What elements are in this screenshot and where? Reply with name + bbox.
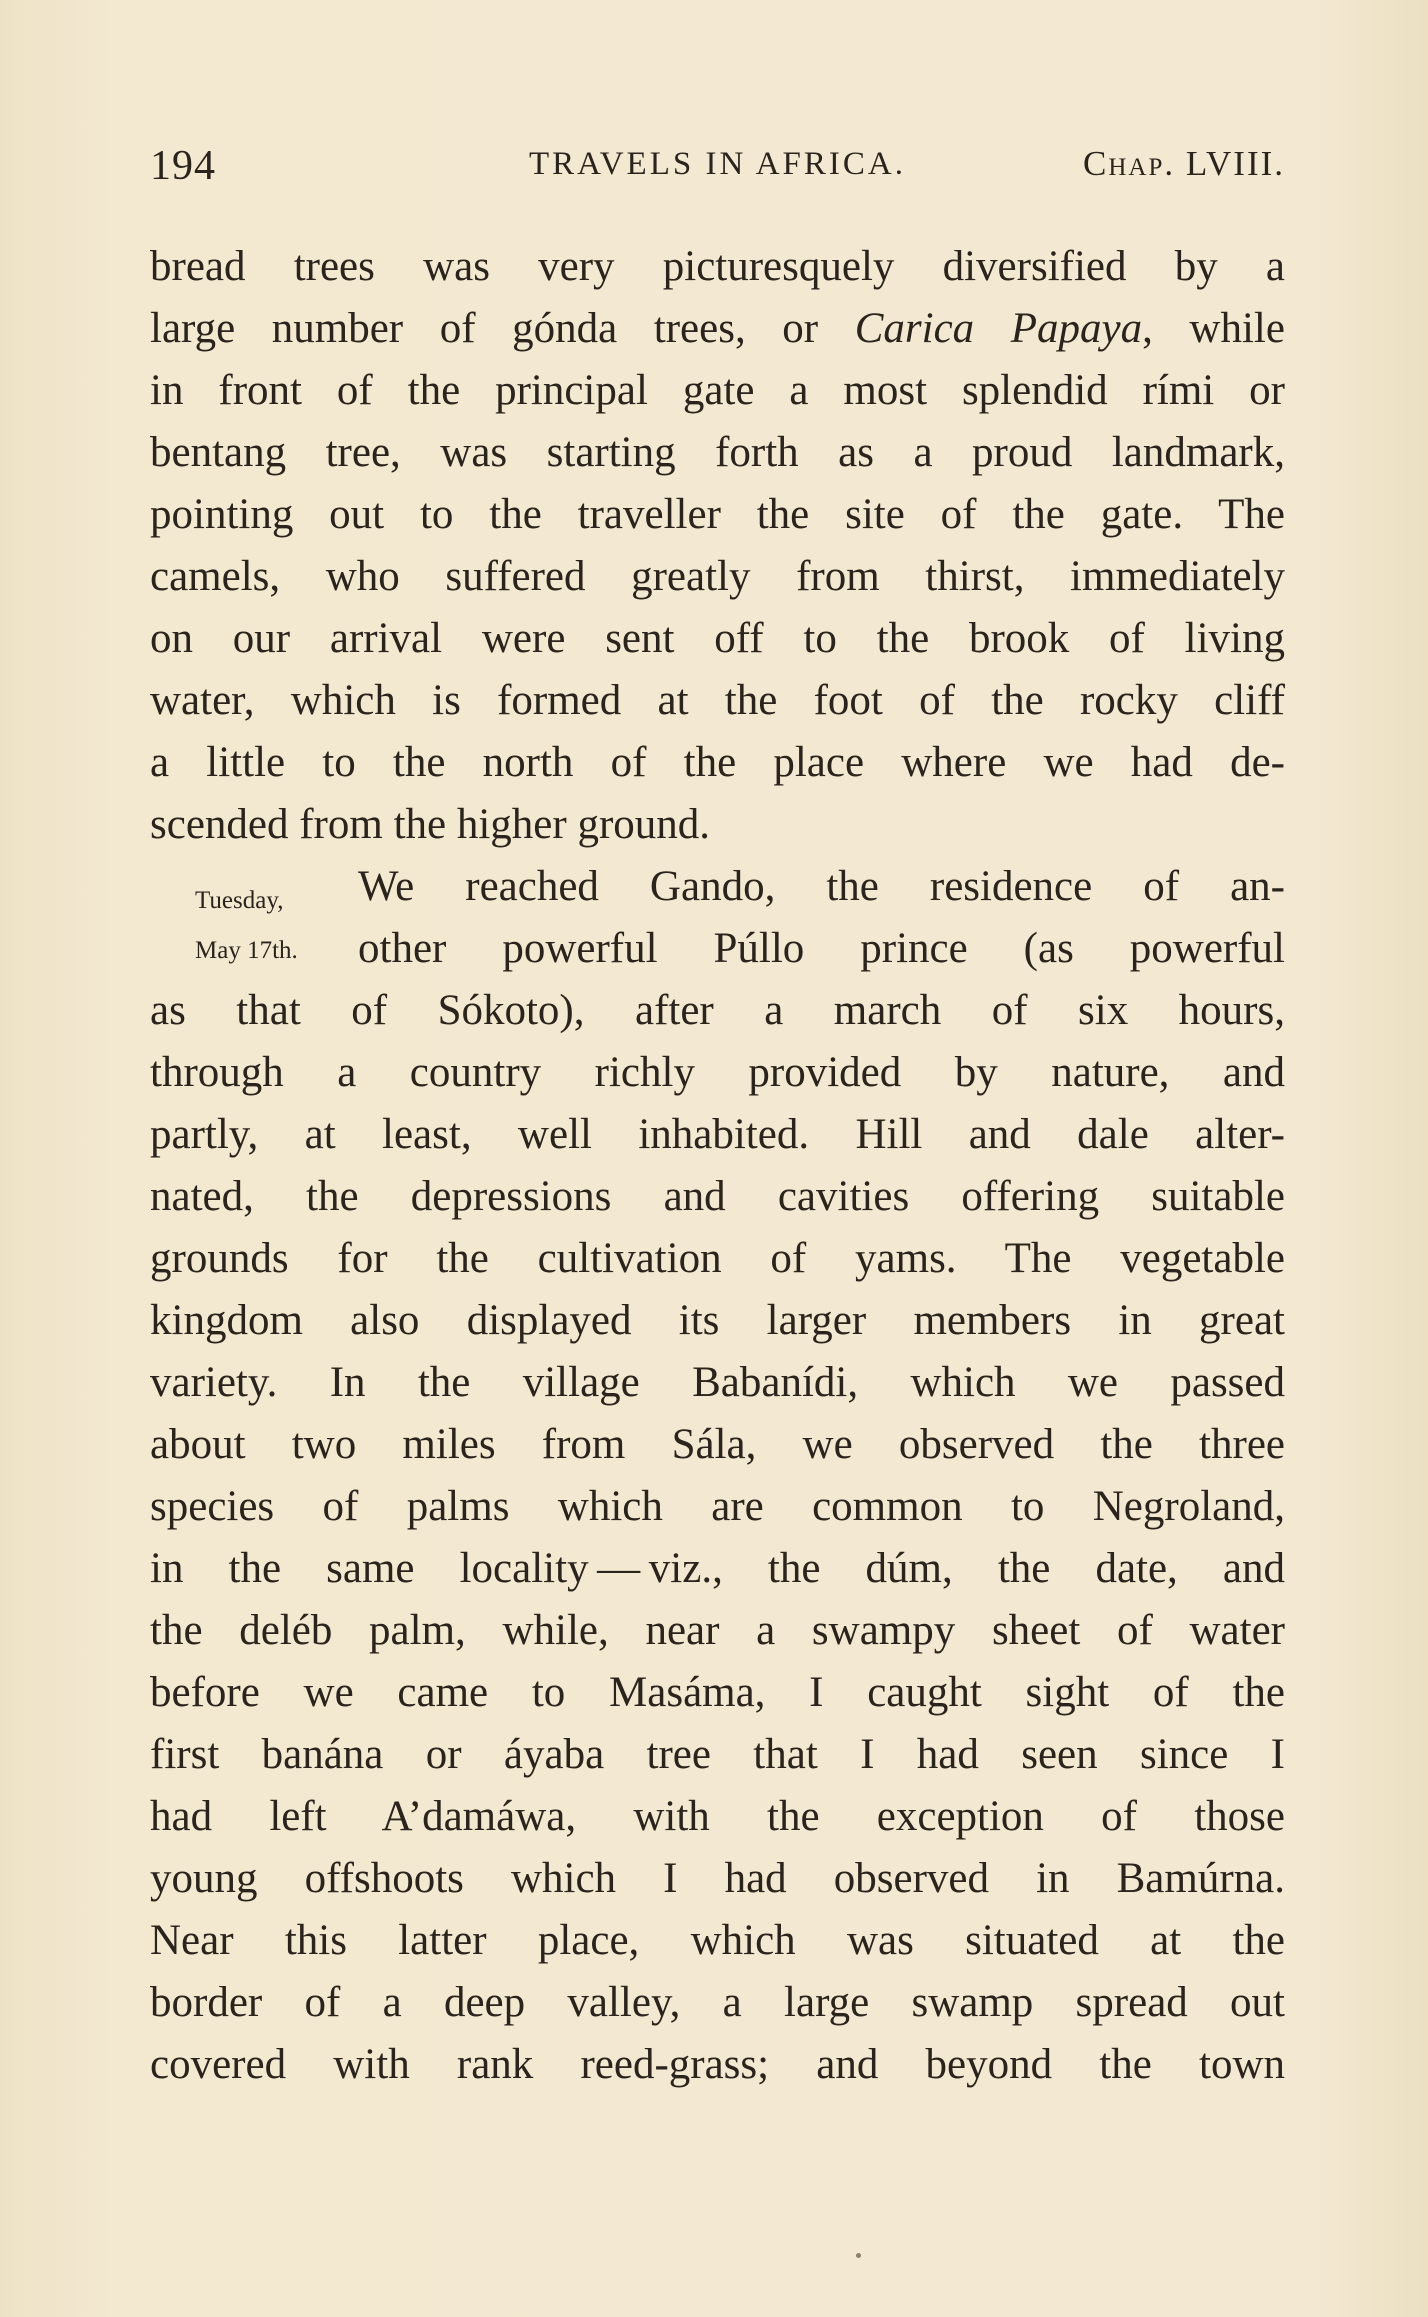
text-line: bread trees was very picturesquely diversified by a (150, 243, 1285, 290)
text-line: as that of Sókoto), after a march of six hours, (150, 987, 1285, 1034)
text-line: partly, at least, well inhabited. Hill and dale alter- (150, 1111, 1285, 1158)
paper-speck (856, 2253, 861, 2258)
text-line: through a country richly provided by nature, and (150, 1049, 1285, 1096)
running-header (150, 142, 1285, 198)
text-line: pointing out to the traveller the site of the gate. The (150, 491, 1285, 538)
text-line: kingdom also displayed its larger members in great (150, 1297, 1285, 1344)
text-line: about two miles from Sála, we observed the three (150, 1421, 1285, 1468)
text-line: the deléb palm, while, near a swampy sheet of water (150, 1607, 1285, 1654)
text-line: scended from the higher ground. (150, 801, 711, 848)
text-line: camels, who suffered greatly from thirst, immediately (150, 553, 1285, 600)
italic-species-name: Carica Papaya (854, 305, 1143, 352)
text-line: had left A’damáwa, with the exception of those (150, 1793, 1285, 1840)
text-line: border of a deep valley, a large swamp spread out (150, 1979, 1285, 2026)
text-line: variety. In the village Babanídi, which we passed (150, 1359, 1285, 1406)
text-line: on our arrival were sent off to the brook of living (150, 615, 1285, 662)
text-line: in the same locality — viz., the dúm, the date, and (150, 1545, 1285, 1592)
text-line: bentang tree, was starting forth as a proud landmark, (150, 429, 1285, 476)
running-title: TRAVELS IN AFRICA. (528, 146, 907, 182)
text-line: a little to the north of the place where we had de- (150, 739, 1285, 786)
text-line: species of palms which are common to Negroland, (150, 1483, 1285, 1530)
text-line: grounds for the cultivation of yams. The vegetable (150, 1235, 1285, 1282)
text-line: young offshoots which I had observed in Bamúrna. (150, 1855, 1285, 1902)
text-line: covered with rank reed-grass; and beyond the town (150, 2041, 1285, 2088)
text-line: first banána or áyaba tree that I had seen since I (150, 1731, 1285, 1778)
page-number: 194 (150, 143, 216, 189)
margin-note-day: Tuesday, (195, 887, 284, 914)
text-line: nated, the depressions and cavities offering suitable (150, 1173, 1285, 1220)
body-text (150, 236, 1285, 2096)
text-line: We reached Gando, the residence of an- (358, 863, 1285, 910)
text-line: in front of the principal gate a most splendid rími or (150, 367, 1285, 414)
text-line: other powerful Púllo prince (as powerful (358, 925, 1285, 972)
text-line: Near this latter place, which was situated at the (150, 1917, 1285, 1964)
text-line: large number of gónda trees, or Carica Papaya, while (150, 305, 1285, 352)
chapter-label: Chap. LVIII. (1082, 144, 1285, 183)
margin-note-date: May 17th. (195, 937, 298, 964)
text-line: before we came to Masáma, I caught sight of the (150, 1669, 1285, 1716)
text-line: water, which is formed at the foot of the rocky cliff (150, 677, 1285, 724)
